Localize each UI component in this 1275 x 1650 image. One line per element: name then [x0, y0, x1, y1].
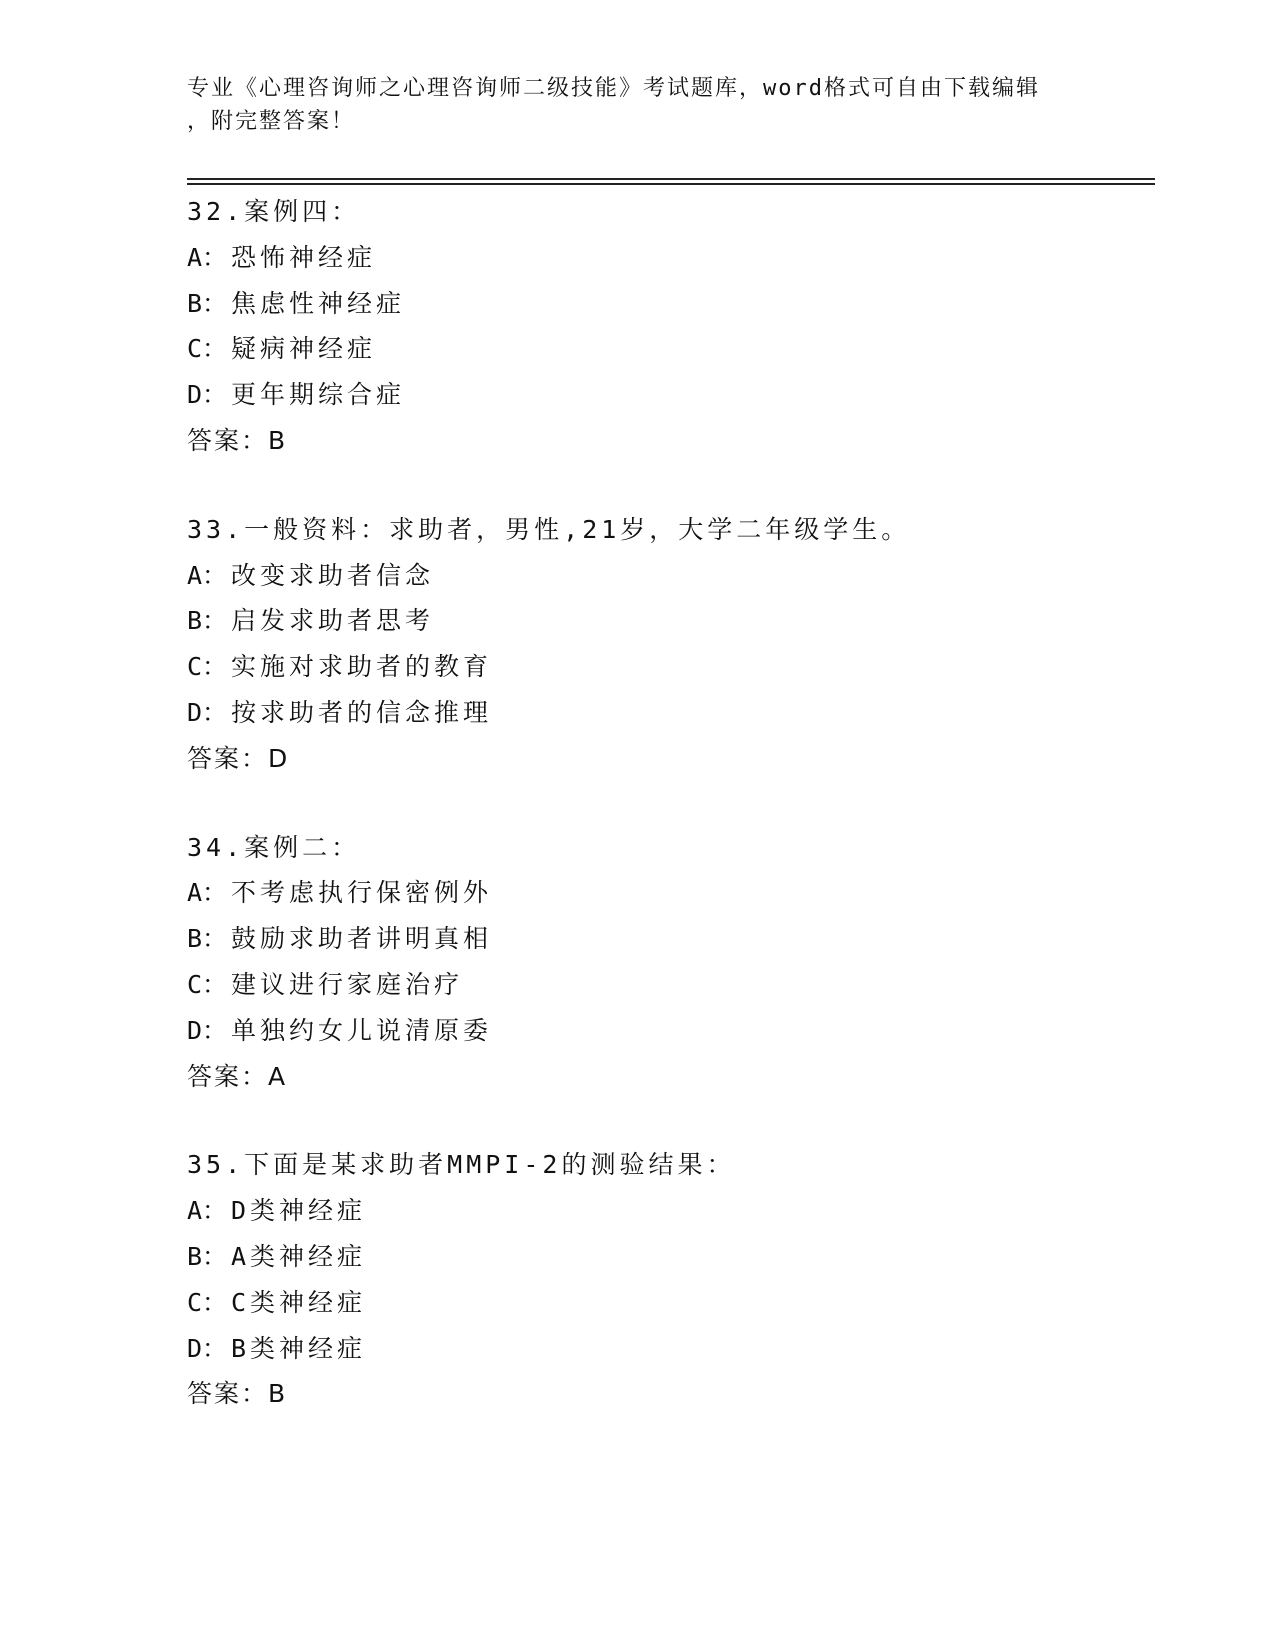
option-text: 疑病神经症 — [231, 334, 377, 364]
option-d — [187, 690, 1147, 736]
option-text: 建议进行家庭治疗 — [231, 969, 464, 999]
option-letter: B： — [187, 606, 228, 636]
option-text: 焦虑性神经症 — [231, 288, 406, 318]
option-d — [187, 1326, 1147, 1372]
header-title-line-2: ，附完整答案！ — [187, 109, 356, 134]
option-d — [187, 372, 1147, 418]
question-34 — [187, 825, 1147, 1100]
option-letter: A： — [187, 242, 228, 272]
header-title-line-1: 专业《心理咨询师之心理咨询师二级技能》考试题库，word格式可自由下载编辑 — [187, 76, 1040, 101]
option-letter: C： — [187, 334, 228, 364]
option-letter: A： — [187, 1196, 228, 1226]
option-letter: B： — [187, 924, 228, 954]
option-a — [187, 1188, 1147, 1234]
option-a — [187, 235, 1147, 281]
option-letter: D： — [187, 1015, 228, 1045]
question-stem: 35.下面是某求助者MMPI-2的测验结果： — [187, 1150, 736, 1180]
option-text: A类神经症 — [231, 1241, 367, 1271]
option-text: 实施对求助者的教育 — [231, 652, 493, 682]
option-text: 鼓励求助者讲明真相 — [231, 924, 493, 954]
option-text: 按求助者的信念推理 — [231, 697, 493, 727]
header-divider-top — [187, 178, 1155, 180]
header-divider-bottom — [187, 183, 1155, 185]
option-text: 不考虑执行保密例外 — [231, 878, 493, 908]
answer-line: 答案：B — [187, 425, 288, 455]
answer-line: 答案：D — [187, 743, 290, 773]
option-b — [187, 598, 1147, 644]
answer-line: 答案：A — [187, 1061, 288, 1091]
question-33 — [187, 507, 1147, 782]
question-stem: 33.一般资料：求助者，男性,21岁，大学二年级学生。 — [187, 514, 911, 544]
option-text: B类神经症 — [231, 1333, 367, 1363]
option-text: 启发求助者思考 — [231, 606, 435, 636]
option-text: 改变求助者信念 — [231, 560, 435, 590]
question-stem: 32.案例四： — [187, 197, 361, 226]
question-32 — [187, 189, 1147, 464]
option-b — [187, 916, 1147, 962]
option-b — [187, 281, 1147, 327]
question-stem: 34.案例二： — [187, 832, 361, 862]
question-list — [187, 189, 1147, 1460]
option-letter: C： — [187, 652, 228, 682]
option-b — [187, 1234, 1147, 1280]
answer-line: 答案：B — [187, 1379, 288, 1409]
option-a — [187, 870, 1147, 916]
option-letter: A： — [187, 878, 228, 908]
option-c — [187, 962, 1147, 1008]
question-35 — [187, 1142, 1147, 1417]
option-letter: B： — [187, 1241, 228, 1271]
option-c — [187, 326, 1147, 372]
option-letter: C： — [187, 969, 228, 999]
option-letter: D： — [187, 697, 228, 727]
option-letter: B： — [187, 288, 228, 318]
option-d — [187, 1008, 1147, 1054]
option-text: D类神经症 — [231, 1196, 367, 1226]
option-text: 更年期综合症 — [231, 380, 406, 410]
option-text: C类神经症 — [231, 1287, 367, 1317]
option-letter: D： — [187, 1333, 228, 1363]
option-letter: D： — [187, 380, 228, 410]
option-a — [187, 553, 1147, 599]
option-letter: C： — [187, 1287, 228, 1317]
option-c — [187, 1280, 1147, 1326]
option-text: 恐怖神经症 — [231, 242, 377, 272]
document-header — [187, 72, 1087, 138]
option-letter: A： — [187, 560, 228, 590]
option-c — [187, 644, 1147, 690]
option-text: 单独约女儿说清原委 — [231, 1015, 493, 1045]
